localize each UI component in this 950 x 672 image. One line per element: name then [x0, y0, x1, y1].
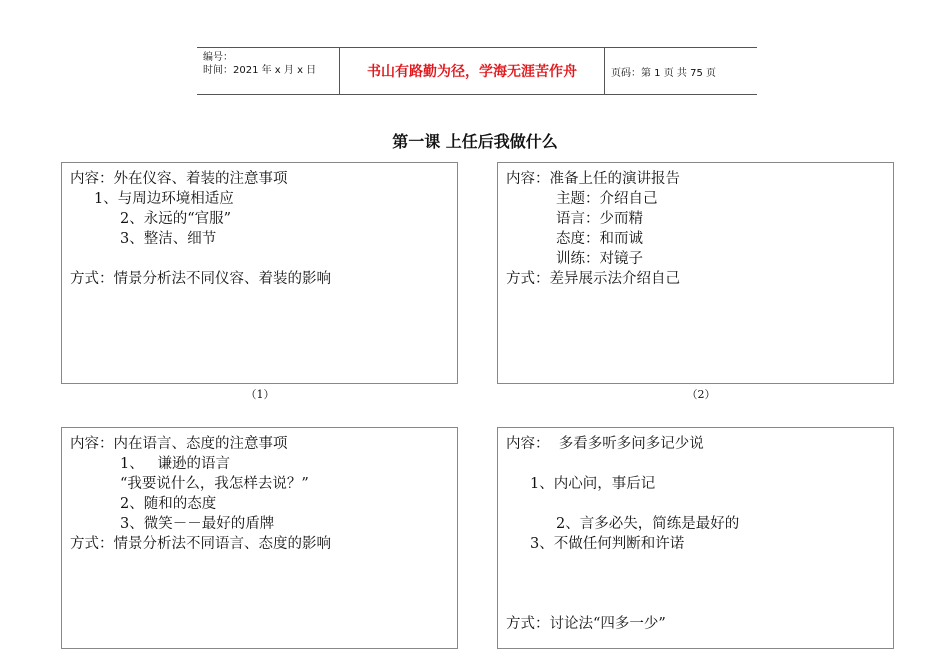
content-box-4	[497, 427, 894, 649]
box-3-line: 2、随和的态度	[120, 496, 217, 512]
box-1-line	[70, 249, 457, 269]
document-number-label: 编号：	[203, 52, 233, 63]
box-4-line: 方式：讨论法“四多一少”	[506, 616, 666, 632]
box-1-caption: （1）	[245, 388, 275, 401]
document-date-label: 时间：2021 年 x 月 x 日	[203, 65, 317, 76]
box-2-caption: （2）	[686, 388, 716, 401]
box-2-line: 主题：介绍自己	[556, 191, 658, 207]
box-2-line: 方式：差异展示法介绍自己	[506, 271, 680, 287]
content-box-3	[61, 427, 458, 649]
header-meta	[197, 48, 340, 94]
box-3-line: 3、微笑－－最好的盾牌	[120, 516, 275, 532]
box-1-line: 3、整洁、细节	[120, 231, 217, 247]
box-4-line	[506, 554, 893, 574]
box-4-line: 内容： 多看多听多问多记少说	[506, 436, 704, 452]
box-1-line: 2、永远的“官服”	[120, 211, 232, 227]
box-1-line: 方式：情景分析法不同仪容、着装的影响	[70, 271, 331, 287]
page-info: 页码：第 1 页 共 75 页	[611, 67, 716, 79]
page-header	[197, 47, 757, 95]
box-4-line	[506, 454, 893, 474]
header-motto: 书山有路勤为径，学海无涯苦作舟	[340, 48, 605, 94]
box-4-line	[506, 494, 893, 514]
box-1-line: 1、与周边环境相适应	[94, 191, 234, 207]
content-box-2	[497, 162, 894, 384]
box-4-line	[506, 574, 893, 594]
box-3-line: 内容：内在语言、态度的注意事项	[70, 436, 288, 452]
content-box-1	[61, 162, 458, 384]
box-4-line: 1、内心问，事后记	[530, 476, 656, 492]
box-3-line: 1、 谦逊的语言	[120, 456, 231, 472]
box-2-line: 训练：对镜子	[556, 251, 643, 267]
box-4-line: 3、不做任何判断和许诺	[530, 536, 685, 552]
lesson-title: 第一课 上任后我做什么	[392, 132, 558, 151]
box-2-line: 语言：少而精	[556, 211, 643, 227]
box-2-line: 内容：准备上任的演讲报告	[506, 171, 680, 187]
box-3-line: “我要说什么，我怎样去说？”	[120, 476, 309, 492]
box-2-line: 态度：和而诚	[556, 231, 643, 247]
box-4-line	[506, 594, 893, 614]
box-4-line: 2、言多必失，简练是最好的	[556, 516, 740, 532]
box-1-line: 内容：外在仪容、着装的注意事项	[70, 171, 288, 187]
box-3-line: 方式：情景分析法不同语言、态度的影响	[70, 536, 331, 552]
